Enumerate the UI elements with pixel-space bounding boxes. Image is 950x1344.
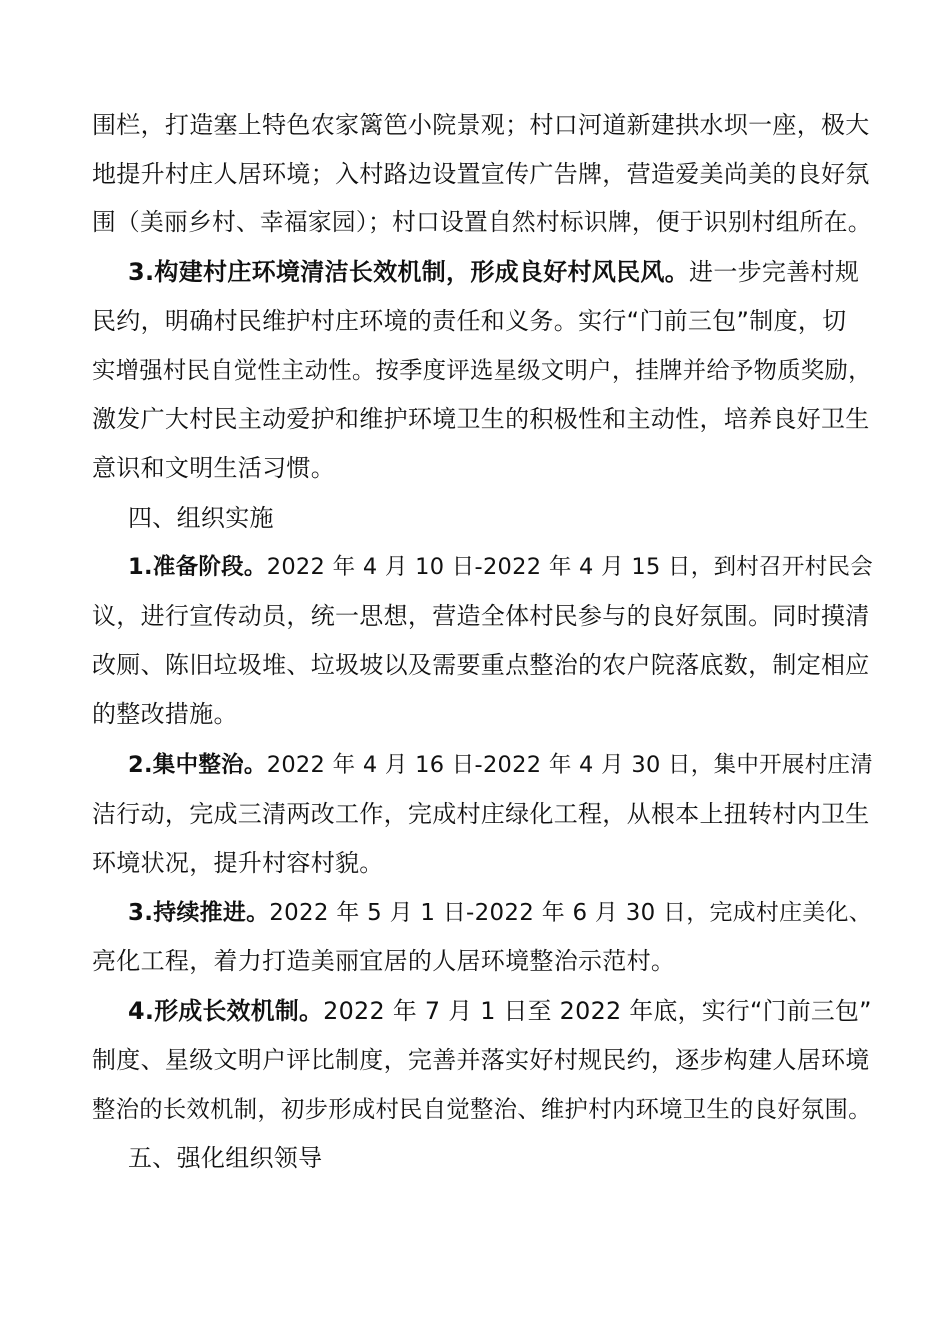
stage-3-heading: 3.持续推进。 bbox=[128, 900, 270, 926]
paragraph-line: 洁行动，完成三清两改工作，完成村庄绿化工程，从根本上扭转村内卫生 bbox=[92, 800, 870, 828]
paragraph-line: 实增强村民自觉性主动性。按季度评选星级文明户，挂牌并给予物质奖励， bbox=[92, 356, 872, 384]
stage-3-text: 2022 年 5 月 1 日-2022 年 6 月 30 日，完成村庄美化、 bbox=[269, 900, 872, 926]
paragraph-line: 亮化工程，着力打造美丽宜居的人居环境整治示范村。 bbox=[92, 947, 676, 975]
item-3-text: 进一步完善村规 bbox=[689, 258, 860, 286]
stage-4-text: 2022 年 7 月 1 日至 2022 年底，实行“门前三包” bbox=[323, 997, 872, 1025]
paragraph-line: 围栏，打造塞上特色农家篱笆小院景观；村口河道新建拱水坝一座，极大 bbox=[92, 111, 870, 139]
paragraph-line: 意识和文明生活习惯。 bbox=[92, 454, 335, 482]
paragraph-line: 制度、星级文明户评比制度，完善并落实好村规民约，逐步构建人居环境 bbox=[92, 1046, 870, 1074]
paragraph-line: 激发广大村民主动爱护和维护环境卫生的积极性和主动性，培养良好卫生 bbox=[92, 405, 870, 433]
paragraph-line: 改厕、陈旧垃圾堆、垃圾坡以及需要重点整治的农户院落底数，制定相应 bbox=[92, 651, 870, 679]
section-4-heading: 四、组织实施 bbox=[128, 504, 274, 532]
paragraph-line: 整治的长效机制，初步形成村民自觉整治、维护村内环境卫生的良好氛围。 bbox=[92, 1095, 872, 1123]
stage-2-heading: 2.集中整治。 bbox=[128, 752, 267, 778]
stage-1-heading: 1.准备阶段。 bbox=[128, 554, 267, 580]
stage-2-text: 2022 年 4 月 16 日-2022 年 4 月 30 日，集中开展村庄清 bbox=[266, 752, 874, 778]
stage-4-first-line bbox=[128, 996, 872, 1026]
section-5-heading: 五、强化组织领导 bbox=[128, 1144, 323, 1172]
stage-1-text: 2022 年 4 月 10 日-2022 年 4 月 15 日，到村召开村民会 bbox=[266, 554, 874, 580]
paragraph-line: 地提升村庄人居环境；入村路边设置宣传广告牌，营造爱美尚美的良好氛 bbox=[92, 160, 870, 188]
stage-2-first-line bbox=[128, 750, 873, 780]
stage-4-heading: 4.形成长效机制。 bbox=[128, 997, 324, 1025]
paragraph-line: 环境状况，提升村容村貌。 bbox=[92, 849, 384, 877]
stage-3-first-line bbox=[128, 898, 872, 928]
paragraph-line: 围（美丽乡村、幸福家园）；村口设置自然村标识牌，便于识别村组所在。 bbox=[92, 208, 872, 236]
stage-1-first-line bbox=[128, 552, 873, 582]
paragraph-line: 民约，明确村民维护村庄环境的责任和义务。实行“门前三包”制度，切 bbox=[92, 307, 847, 335]
paragraph-line: 议，进行宣传动员，统一思想，营造全体村民参与的良好氛围。同时摸清 bbox=[92, 602, 870, 630]
item-3-first-line bbox=[128, 257, 859, 287]
paragraph-line: 的整改措施。 bbox=[92, 700, 238, 728]
item-3-heading: 3.构建村庄环境清洁长效机制，形成良好村风民风。 bbox=[128, 258, 690, 286]
